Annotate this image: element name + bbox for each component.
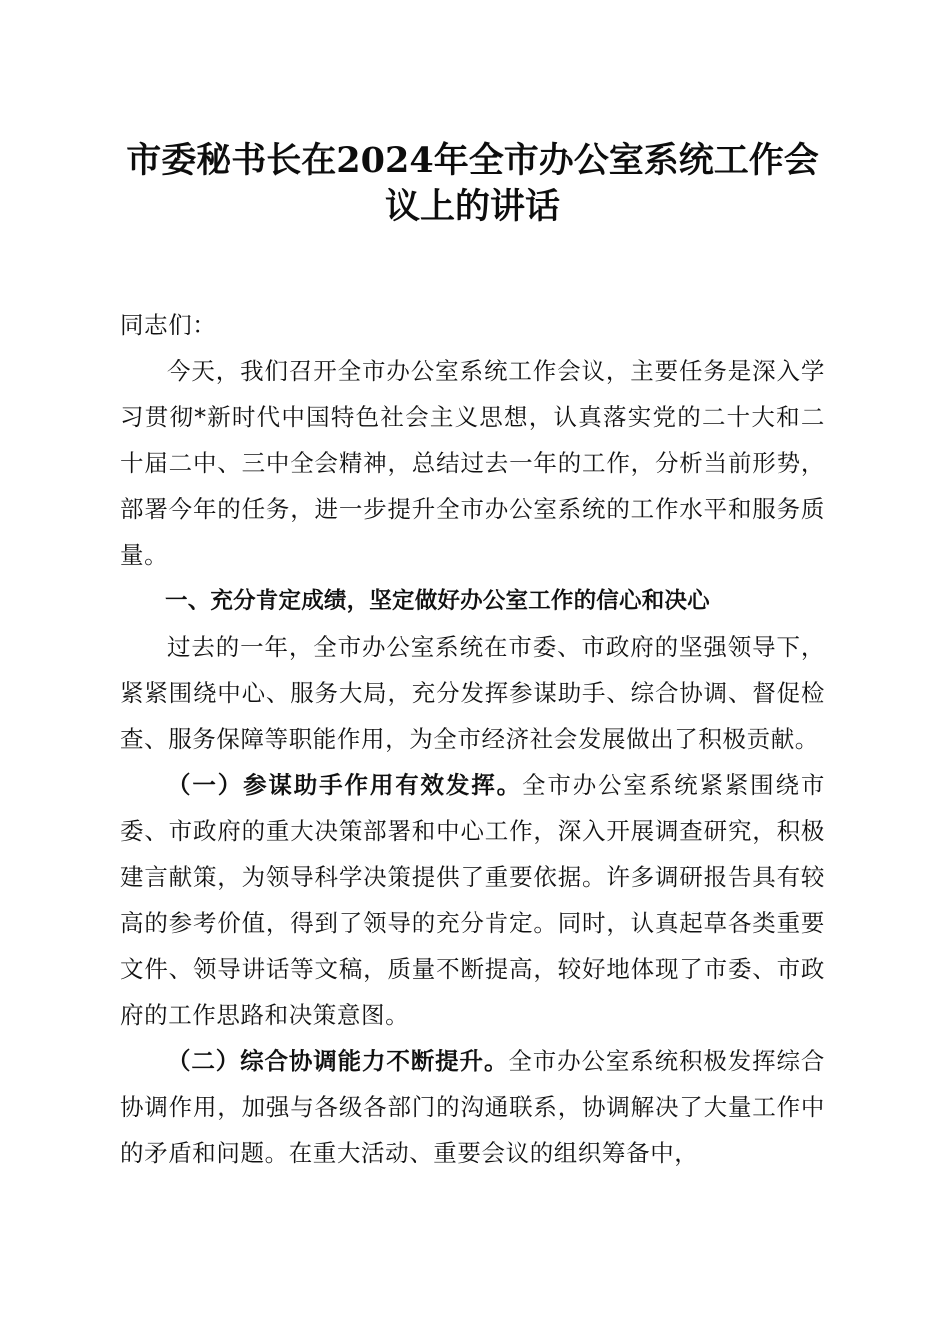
item-1-paragraph [120,762,825,1038]
document-body [120,302,825,1176]
item-1-title: （一）参谋助手作用有效发挥。 [167,771,522,799]
document-title [120,138,825,230]
intro-paragraph: 今天，我们召开全市办公室系统工作会议，主要任务是深入学习贯彻*新时代中国特色社会主义思想，认真落实党的二十大和二十届二中、三中全会精神，总结过去一年的工作，分析当前形势，部署今年的任务，进一步提升全市办公室系统的工作水平和服务质量。 [120,357,825,569]
item-2-text: 全市办公室系统积极发挥综合协调作用，加强与各级各部门的沟通联系，协调解决了大量工作中的矛盾和问题。在重大活动、重要会议的组织筹备中， [120,1047,825,1167]
item-2-title: （二）综合协调能力不断提升。 [167,1047,509,1075]
item-1-text: 全市办公室系统紧紧围绕市委、市政府的重大决策部署和中心工作，深入开展调查研究，积极建言献策，为领导科学决策提供了重要依据。许多调研报告具有较高的参考价值，得到了领导的充分肯定。同时，认真起草各类重要文件、领导讲话等文稿，质量不断提高，较好地体现了市委、市政府的工作思路和决策意图。 [120,771,825,1029]
title-line-1: 市委秘书长在2024年全市办公室系统工作会 [126,140,819,181]
item-2-paragraph [120,1038,825,1176]
section-1-paragraph: 过去的一年，全市办公室系统在市委、市政府的坚强领导下，紧紧围绕中心、服务大局，充分发挥参谋助手、综合协调、督促检查、服务保障等职能作用，为全市经济社会发展做出了积极贡献。 [120,633,825,753]
salutation: 同志们： [120,311,217,339]
section-1-heading: 一、充分肯定成绩，坚定做好办公室工作的信心和决心 [165,588,710,614]
title-line-2: 议上的讲话 [384,186,560,227]
document-page [120,138,825,1176]
